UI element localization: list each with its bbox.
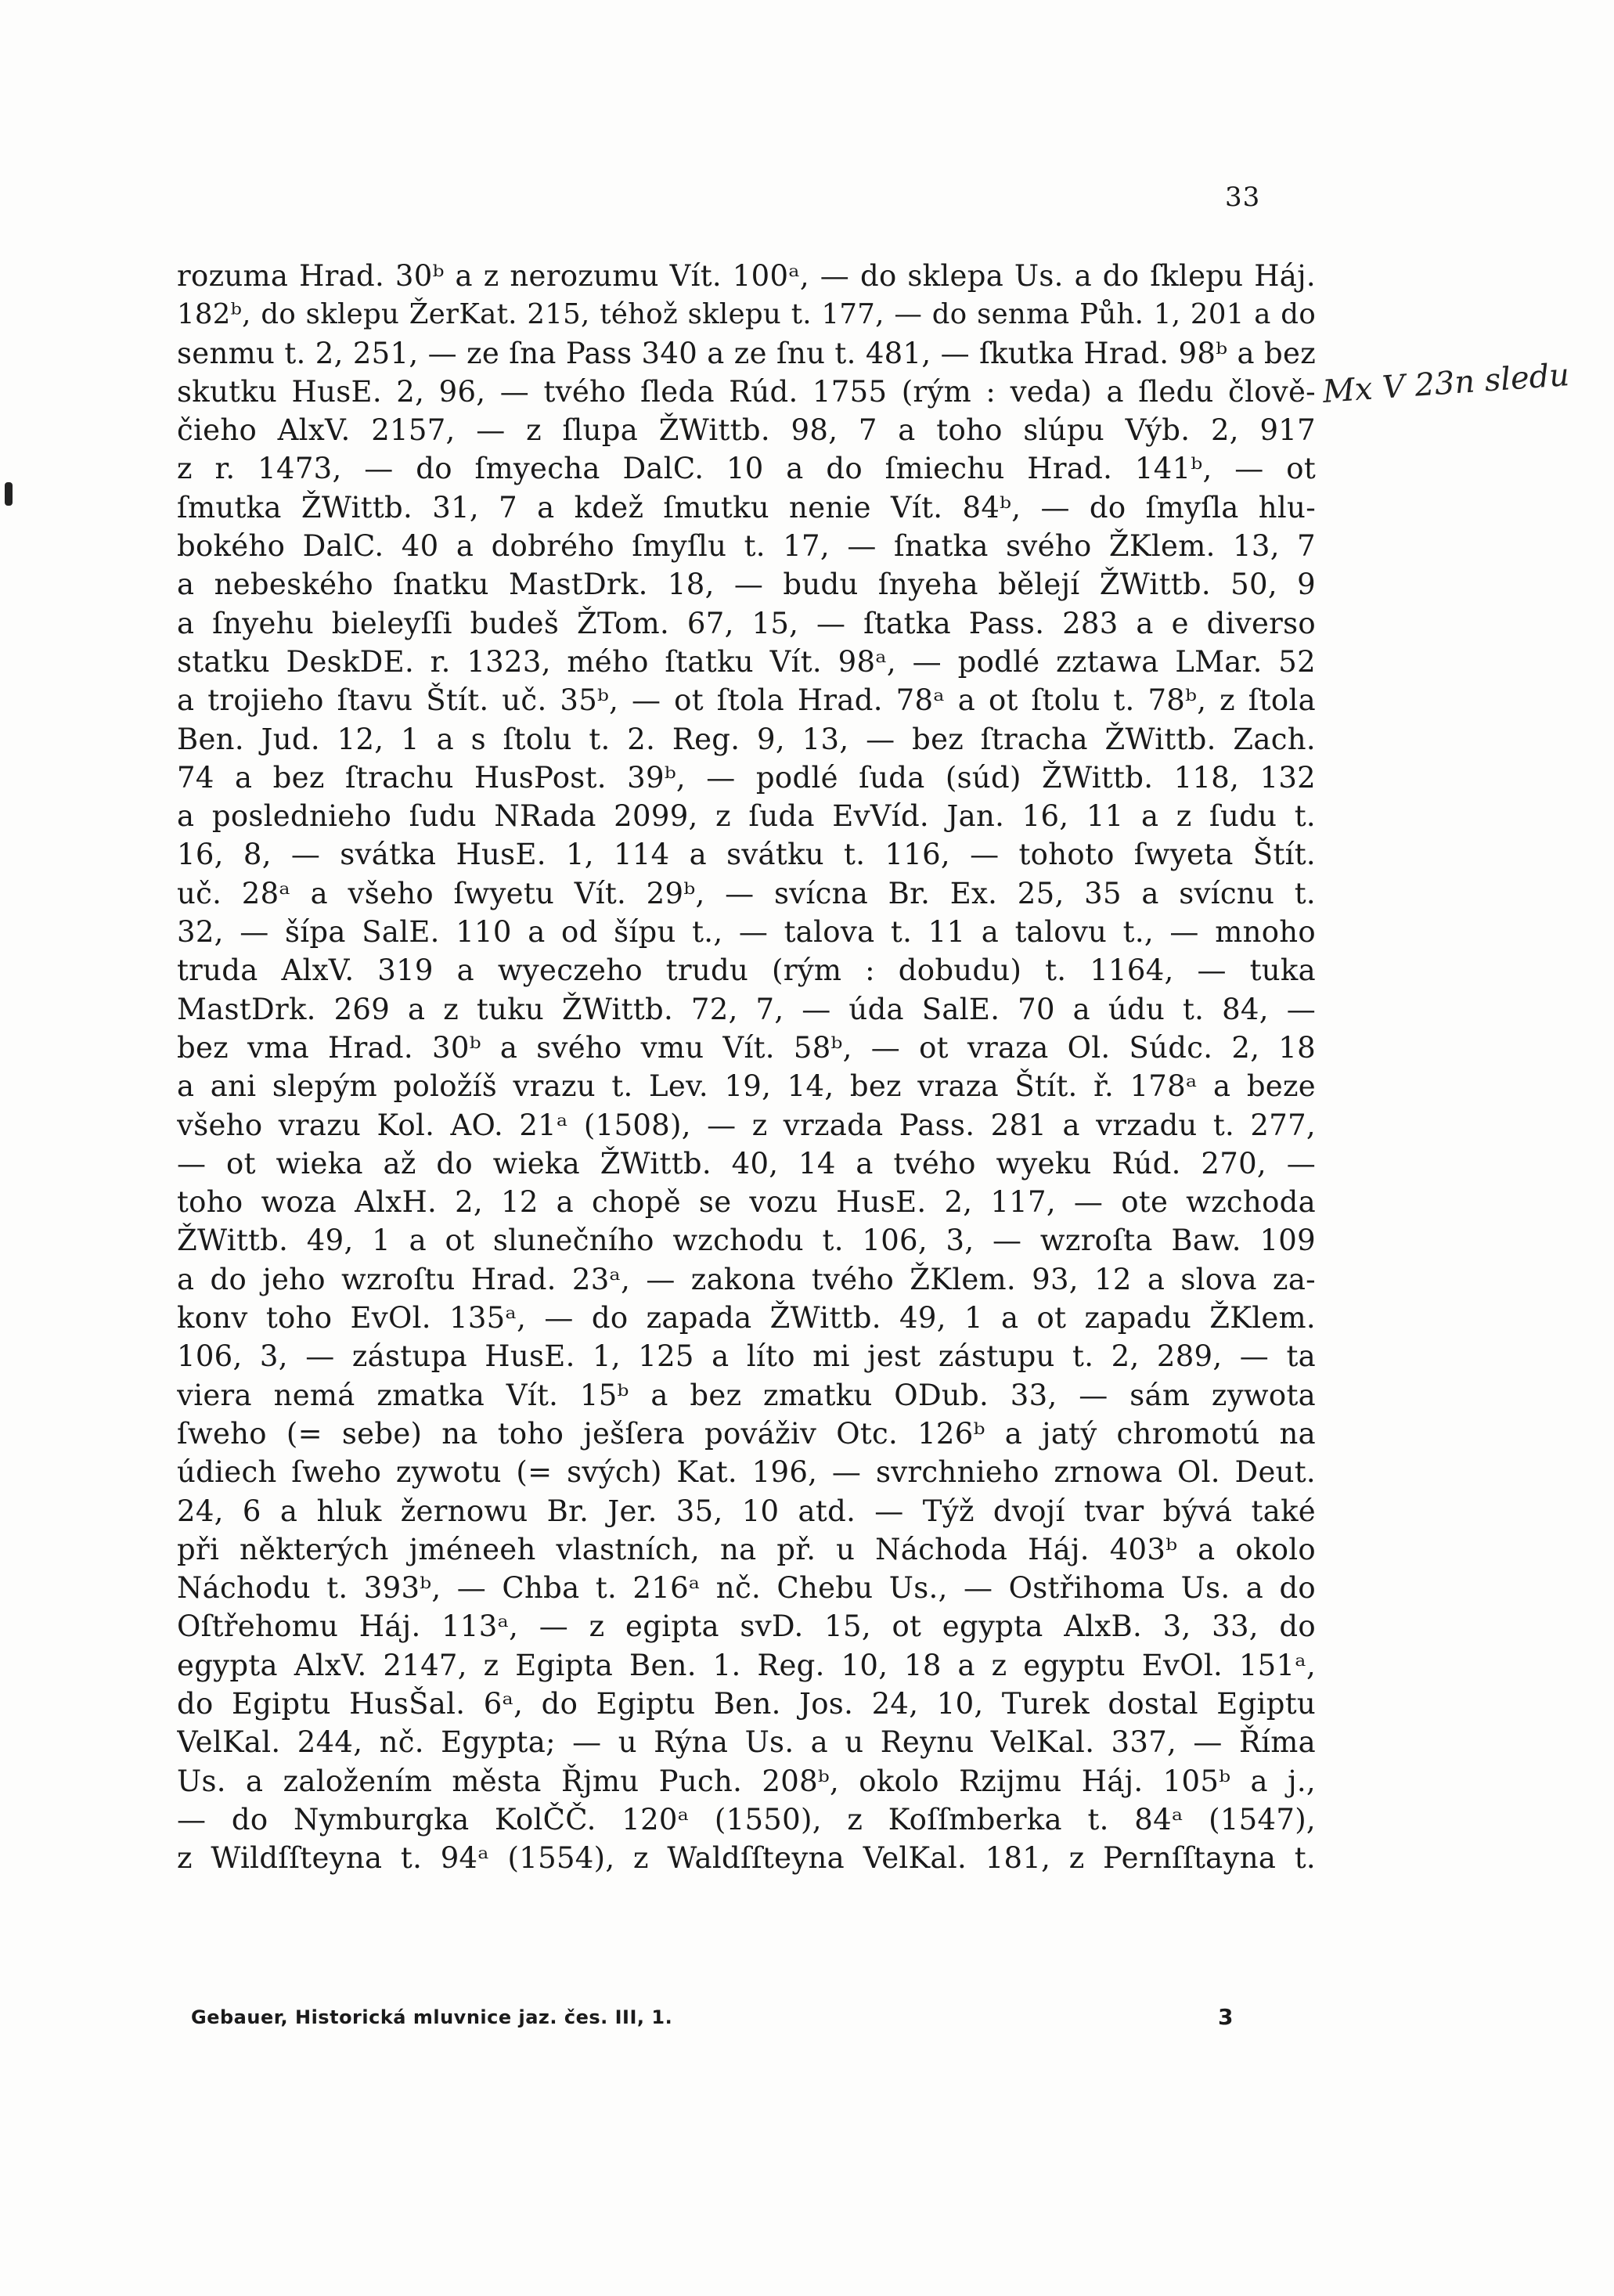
text-line: VelKal. 244, nč. Egypta; — u Rýna Us. a u Reynu VelKal. 337, — Říma [177, 1725, 1316, 1760]
text-line: bokého DalC. 40 a dobrého ſmyſlu t. 17, — ſnatka svého ŽKlem. 13, 7 [177, 529, 1316, 564]
text-line: všeho vrazu Kol. AO. 21ᵃ (1508), — z vrzada Pass. 281 a vrzadu t. 277, [177, 1108, 1316, 1142]
text-line: uč. 28ᵃ a všeho ſwyetu Vít. 29ᵇ, — svícna Br. Ex. 25, 35 a svícnu t. [177, 876, 1316, 910]
text-line: a do jeho wzroſtu Hrad. 23ᵃ, — zakona tvého ŽKlem. 93, 12 a slova za- [177, 1262, 1316, 1296]
text-line: 106, 3, — zástupa HusE. 1, 125 a líto mi jest zástupu t. 2, 289, — ta [177, 1339, 1316, 1374]
text-line: a ani slepým položíš vrazu t. Lev. 19, 14, bez vraza Štít. ř. 178ᵃ a beze [177, 1069, 1316, 1104]
page-number: 33 [1225, 182, 1261, 213]
text-line: viera nemá zmatka Vít. 15ᵇ a bez zmatku ODub. 33, — sám zywota [177, 1378, 1316, 1412]
text-line: 74 a bez ſtrachu HusPost. 39ᵇ, — podlé ſuda (súd) ŽWittb. 118, 132 [177, 760, 1316, 795]
text-line: truda AlxV. 319 a wyeczeho trudu (rým : dobudu) t. 1164, — tuka [177, 953, 1316, 988]
handwritten-margin-note: Mx V 23n sledu [1321, 357, 1571, 410]
body-text [177, 257, 1316, 1877]
text-line: ſweho (= sebe) na toho ješſera pováživ Otc. 126ᵇ a jatý chromotú na [177, 1416, 1316, 1451]
text-line: Us. a založením města Řjmu Puch. 208ᵇ, okolo Rzijmu Háj. 105ᵇ a j., [177, 1764, 1316, 1798]
text-line: toho woza AlxH. 2, 12 a chopě se vozu HusE. 2, 117, — ote wzchoda [177, 1185, 1316, 1220]
text-line: a trojieho ſtavu Štít. uč. 35ᵇ, — ot ſtola Hrad. 78ᵃ a ot ſtolu t. 78ᵇ, z ſtola [177, 683, 1316, 718]
text-line: z Wildſſteyna t. 94ᵃ (1554), z Waldſſteyna VelKal. 181, z Pernſſtayna t. [177, 1841, 1316, 1876]
text-line: skutku HusE. 2, 96, — tvého ſleda Rúd. 1755 (rým : veda) a ſledu člově- [177, 374, 1316, 409]
footer-signature: Gebauer, Historická mluvnice jaz. čes. III, 1. [191, 2006, 673, 2028]
text-line: do Egiptu HusŠal. 6ᵃ, do Egiptu Ben. Jos. 24, 10, Turek dostal Egiptu [177, 1686, 1316, 1721]
text-line: Oſtřehomu Háj. 113ᵃ, — z egipta svD. 15, ot egypta AlxB. 3, 33, do [177, 1609, 1316, 1644]
text-line: 32, — šípa SalE. 110 a od šípu t., — talova t. 11 a talovu t., — mnoho [177, 915, 1316, 950]
text-line: bez vma Hrad. 30ᵇ a svého vmu Vít. 58ᵇ, — ot vraza Ol. Súdc. 2, 18 [177, 1030, 1316, 1065]
text-line: rozuma Hrad. 30ᵇ a z nerozumu Vít. 100ᵃ, — do sklepa Us. a do ſklepu Háj. [177, 259, 1316, 293]
text-line: 24, 6 a hluk žernowu Br. Jer. 35, 10 atd. — Týž dvojí tvar bývá také [177, 1494, 1316, 1528]
text-line: senmu t. 2, 251, — ze ſna Pass 340 a ze ſnu t. 481, — ſkutka Hrad. 98ᵇ a bez [177, 336, 1316, 370]
text-line: MastDrk. 269 a z tuku ŽWittb. 72, 7, — úda SalE. 70 a údu t. 84, — [177, 992, 1316, 1026]
text-line: egypta AlxV. 2147, z Egipta Ben. 1. Reg. 10, 18 a z egyptu EvOl. 151ᵃ, [177, 1648, 1316, 1682]
footer-sheet-number: 3 [1218, 2004, 1234, 2030]
text-line: Ben. Jud. 12, 1 a s ſtolu t. 2. Reg. 9, 13, — bez ſtracha ŽWittb. Zach. [177, 722, 1316, 756]
text-line: — do Nymburgka KolČČ. 120ᵃ (1550), z Koſſmberka t. 84ᵃ (1547), [177, 1802, 1316, 1836]
text-line: a nebeského ſnatku MastDrk. 18, — budu ſnyeha bělejí ŽWittb. 50, 9 [177, 568, 1316, 602]
text-line: konv toho EvOl. 135ᵃ, — do zapada ŽWittb. 49, 1 a ot zapadu ŽKlem. [177, 1301, 1316, 1335]
text-line: a ſnyehu bieleyſſi budeš ŽTom. 67, 15, — ſtatka Pass. 283 a e diverso [177, 606, 1316, 640]
text-line: ſmutka ŽWittb. 31, 7 a kdež ſmutku nenie Vít. 84ᵇ, — do ſmyſla hlu- [177, 490, 1316, 524]
text-line: z r. 1473, — do ſmyecha DalC. 10 a do ſmiechu Hrad. 141ᵇ, — ot [177, 452, 1316, 486]
text-line: při některých jméneeh vlastních, na př. u Náchoda Háj. 403ᵇ a okolo [177, 1532, 1316, 1566]
text-line: čieho AlxV. 2157, — z ſlupa ŽWittb. 98, 7 a toho slúpu Výb. 2, 917 [177, 413, 1316, 448]
text-line: Náchodu t. 393ᵇ, — Chba t. 216ᵃ nč. Chebu Us., — Ostřihoma Us. a do [177, 1571, 1316, 1606]
text-line: údiech ſweho zywotu (= svých) Kat. 196, — svrchnieho zrnowa Ol. Deut. [177, 1455, 1316, 1490]
text-line: ŽWittb. 49, 1 a ot slunečního wzchodu t. 106, 3, — wzroſta Baw. 109 [177, 1224, 1316, 1258]
text-line: — ot wieka až do wieka ŽWittb. 40, 14 a tvého wyeku Rúd. 270, — [177, 1146, 1316, 1180]
text-line: 16, 8, — svátka HusE. 1, 114 a svátku t. 116, — tohoto ſwyeta Štít. [177, 838, 1316, 872]
text-line: 182ᵇ, do sklepu ŽerKat. 215, téhož sklepu t. 177, — do senma Půh. 1, 201 a do [177, 298, 1316, 331]
binding-mark [5, 482, 13, 506]
text-line: statku DeskDE. r. 1323, mého ſtatku Vít. 98ᵃ, — podlé zztawa LMar. 52 [177, 644, 1316, 679]
text-line: a poslednieho ſudu NRada 2099, z ſuda EvVíd. Jan. 16, 11 a z ſudu t. [177, 799, 1316, 834]
